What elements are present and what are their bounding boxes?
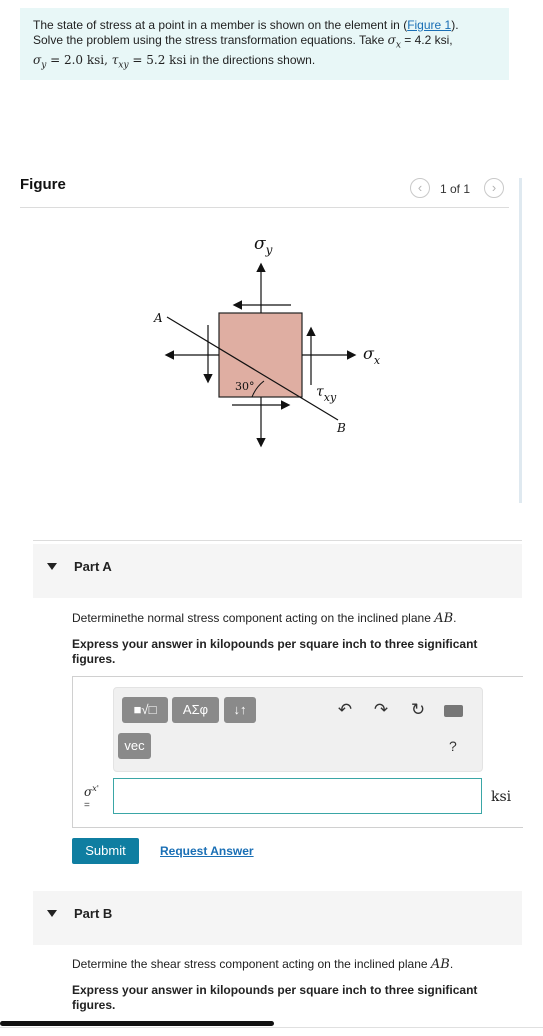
problem-text: ). — [451, 18, 459, 32]
collapse-caret-icon — [47, 910, 57, 917]
plane-symbol: AB — [430, 957, 450, 972]
sigma-y-symbol: σ — [33, 53, 42, 68]
answer-variable-label — [84, 784, 99, 799]
part-b-title: Part B — [74, 906, 113, 921]
question-text: Determine the shear stress component acting on the inclined plane — [72, 957, 431, 971]
sigma-x-symbol: σ — [387, 33, 396, 47]
part-a-instruction: Express your answer in kilopounds per square inch to three significant figures. — [72, 637, 478, 666]
greek-symbols-button[interactable]: ΑΣφ — [172, 697, 219, 723]
chevron-left-icon: ‹ — [417, 180, 423, 195]
tau-symbol: τ — [111, 53, 119, 68]
subscript-button[interactable]: ↓↑ — [224, 697, 256, 723]
problem-line-2 — [33, 33, 499, 53]
redo-icon[interactable]: ↷ — [373, 700, 389, 719]
keyboard-icon[interactable] — [444, 705, 463, 717]
sigma-x-sub: x — [395, 40, 401, 51]
part-a-header[interactable] — [33, 544, 522, 598]
help-button[interactable]: ? — [449, 738, 457, 754]
undo-icon[interactable]: ↶ — [337, 700, 353, 719]
submit-button[interactable]: Submit — [72, 838, 139, 864]
vector-button[interactable]: vec — [118, 733, 151, 759]
sigma-y-sub: y — [41, 60, 47, 71]
sigma-y-label: $\sigma_y$ — [254, 234, 273, 257]
figure-link[interactable]: Figure 1 — [407, 18, 452, 32]
chevron-right-icon: › — [491, 180, 497, 195]
sigma-subscript: x' — [92, 784, 99, 793]
part-a-question — [72, 611, 512, 626]
figure-divider — [20, 207, 509, 208]
next-figure-button[interactable] — [484, 178, 504, 198]
template-button[interactable]: ■√□ — [122, 697, 168, 723]
point-a-label: A — [154, 311, 163, 325]
problem-text: in the directions shown. — [186, 53, 316, 68]
plane-symbol: AB — [434, 611, 454, 626]
bottom-divider — [0, 1027, 543, 1028]
prev-figure-button[interactable] — [410, 178, 430, 198]
unit-label: ksi — [491, 789, 512, 805]
tau-sub: xy — [118, 60, 129, 71]
sigma-x-label: $\sigma_x$ — [363, 344, 381, 367]
part-b-question — [72, 957, 512, 972]
reset-icon[interactable]: ↻ — [410, 700, 426, 719]
part-a-title: Part A — [74, 559, 112, 574]
problem-statement — [20, 8, 509, 80]
problem-text: The state of stress at a point in a member is shown on the element in ( — [33, 18, 408, 32]
problem-line-1 — [33, 18, 499, 33]
part-divider — [33, 540, 522, 541]
tau-value: = 5.2 ksi — [128, 53, 187, 68]
equals-sign: = — [84, 800, 90, 811]
request-answer-link[interactable]: Request Answer — [160, 844, 254, 858]
sigma-symbol: σ — [84, 785, 93, 799]
scrollbar[interactable] — [519, 178, 522, 503]
sigma-x-value: = 4.2 ksi, — [400, 33, 453, 47]
stress-element-diagram — [140, 225, 410, 455]
question-text: . — [449, 957, 454, 971]
part-b-header[interactable] — [33, 891, 522, 945]
question-text: . — [453, 611, 457, 625]
sigma-y-value: = 2.0 ksi, — [46, 53, 112, 68]
tau-xy-label: $\tau_{xy}$ — [316, 384, 337, 404]
collapse-caret-icon — [47, 563, 57, 570]
problem-text: Solve the problem using the stress transformation equations. Take — [33, 33, 388, 47]
problem-line-3 — [33, 53, 499, 73]
figure-heading: Figure — [20, 176, 66, 193]
answer-input[interactable] — [113, 778, 482, 814]
angle-label: 30° — [235, 380, 255, 393]
figure-counter: 1 of 1 — [440, 182, 471, 196]
point-b-label: B — [337, 421, 346, 435]
part-b-instruction: Express your answer in kilopounds per square inch to three significant figures. — [72, 983, 478, 1012]
question-text: Determinethe normal stress component acting on the inclined plane — [72, 611, 435, 625]
home-indicator — [0, 1021, 274, 1026]
